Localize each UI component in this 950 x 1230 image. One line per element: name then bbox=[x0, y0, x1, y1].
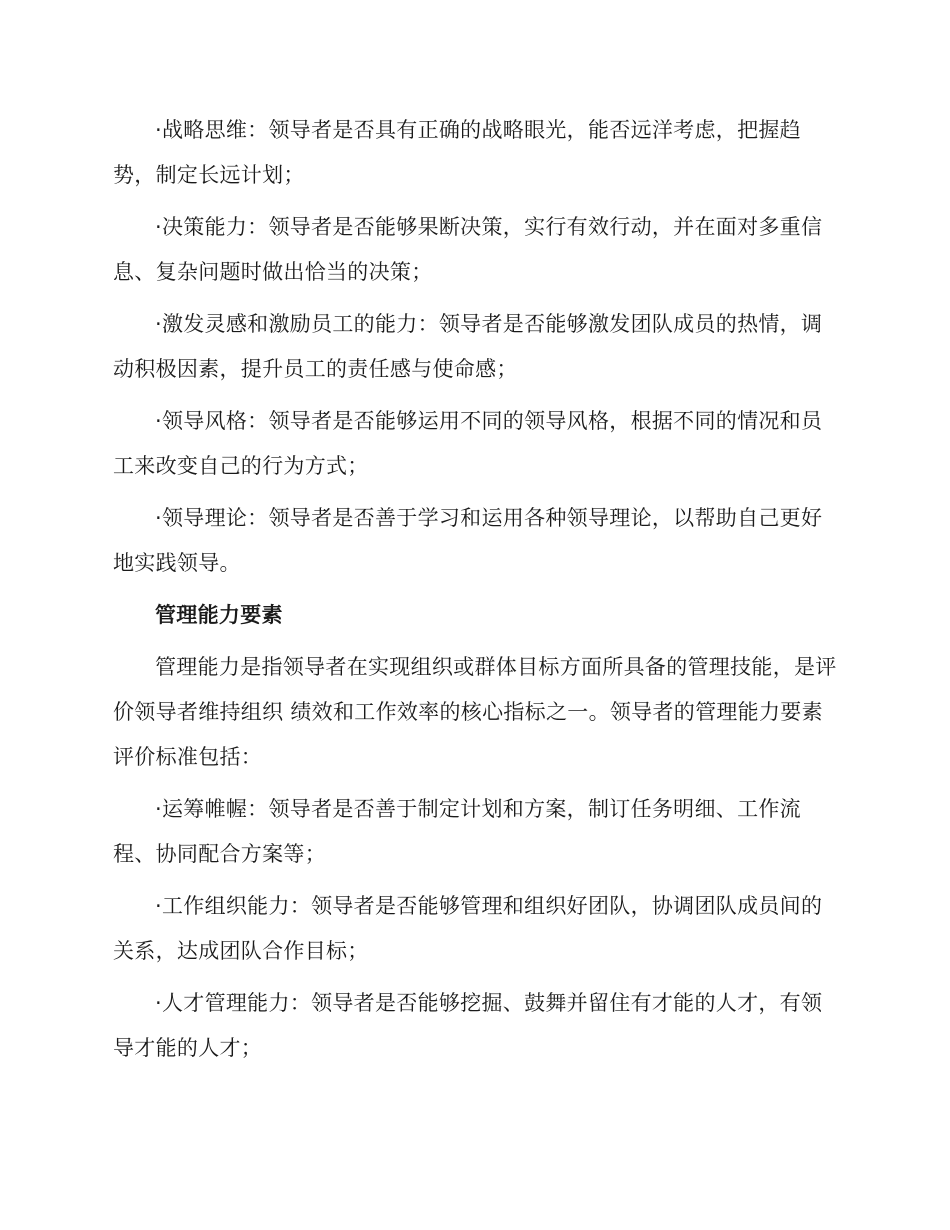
bullet-inspiring-employees: ·激发灵感和激励员工的能力：领导者是否能够激发团队成员的热情，调动积极因素，提升员工的责任感与使命感； bbox=[113, 312, 823, 381]
document-page bbox=[113, 108, 838, 1078]
bullet-decision-making: ·决策能力：领导者是否能够果断决策，实行有效行动，并在面对多重信息、复杂问题时做出恰当的决策； bbox=[113, 215, 823, 284]
bullet-leadership-theory: ·领导理论：领导者是否善于学习和运用各种领导理论，以帮助自己更好地实践领导。 bbox=[113, 506, 823, 575]
bullet-leadership-style: ·领导风格：领导者是否能够运用不同的领导风格，根据不同的情况和员工来改变自己的行为方式； bbox=[113, 409, 823, 478]
section-heading: 管理能力要素 bbox=[155, 603, 283, 627]
bullet-talent-management: ·人才管理能力：领导者是否能够挖掘、鼓舞并留住有才能的人才，有领导才能的人才； bbox=[113, 991, 823, 1060]
bullet-planning: ·运筹帷幄：领导者是否善于制定计划和方案，制订任务明细、工作流程、协同配合方案等； bbox=[113, 797, 801, 866]
bullet-strategic-thinking: ·战略思维：领导者是否具有正确的战略眼光，能否远洋考虑，把握趋势，制定长远计划； bbox=[113, 118, 801, 187]
section-intro: 管理能力是指领导者在实现组织或群体目标方面所具备的管理技能，是评价领导者维持组织 绩效和工作效率的核心指标之一。领导者的管理能力要素评价标准包括： bbox=[113, 655, 837, 769]
bullet-work-organization: ·工作组织能力：领导者是否能够管理和组织好团队，协调团队成员间的关系，达成团队合作目标； bbox=[113, 894, 823, 963]
